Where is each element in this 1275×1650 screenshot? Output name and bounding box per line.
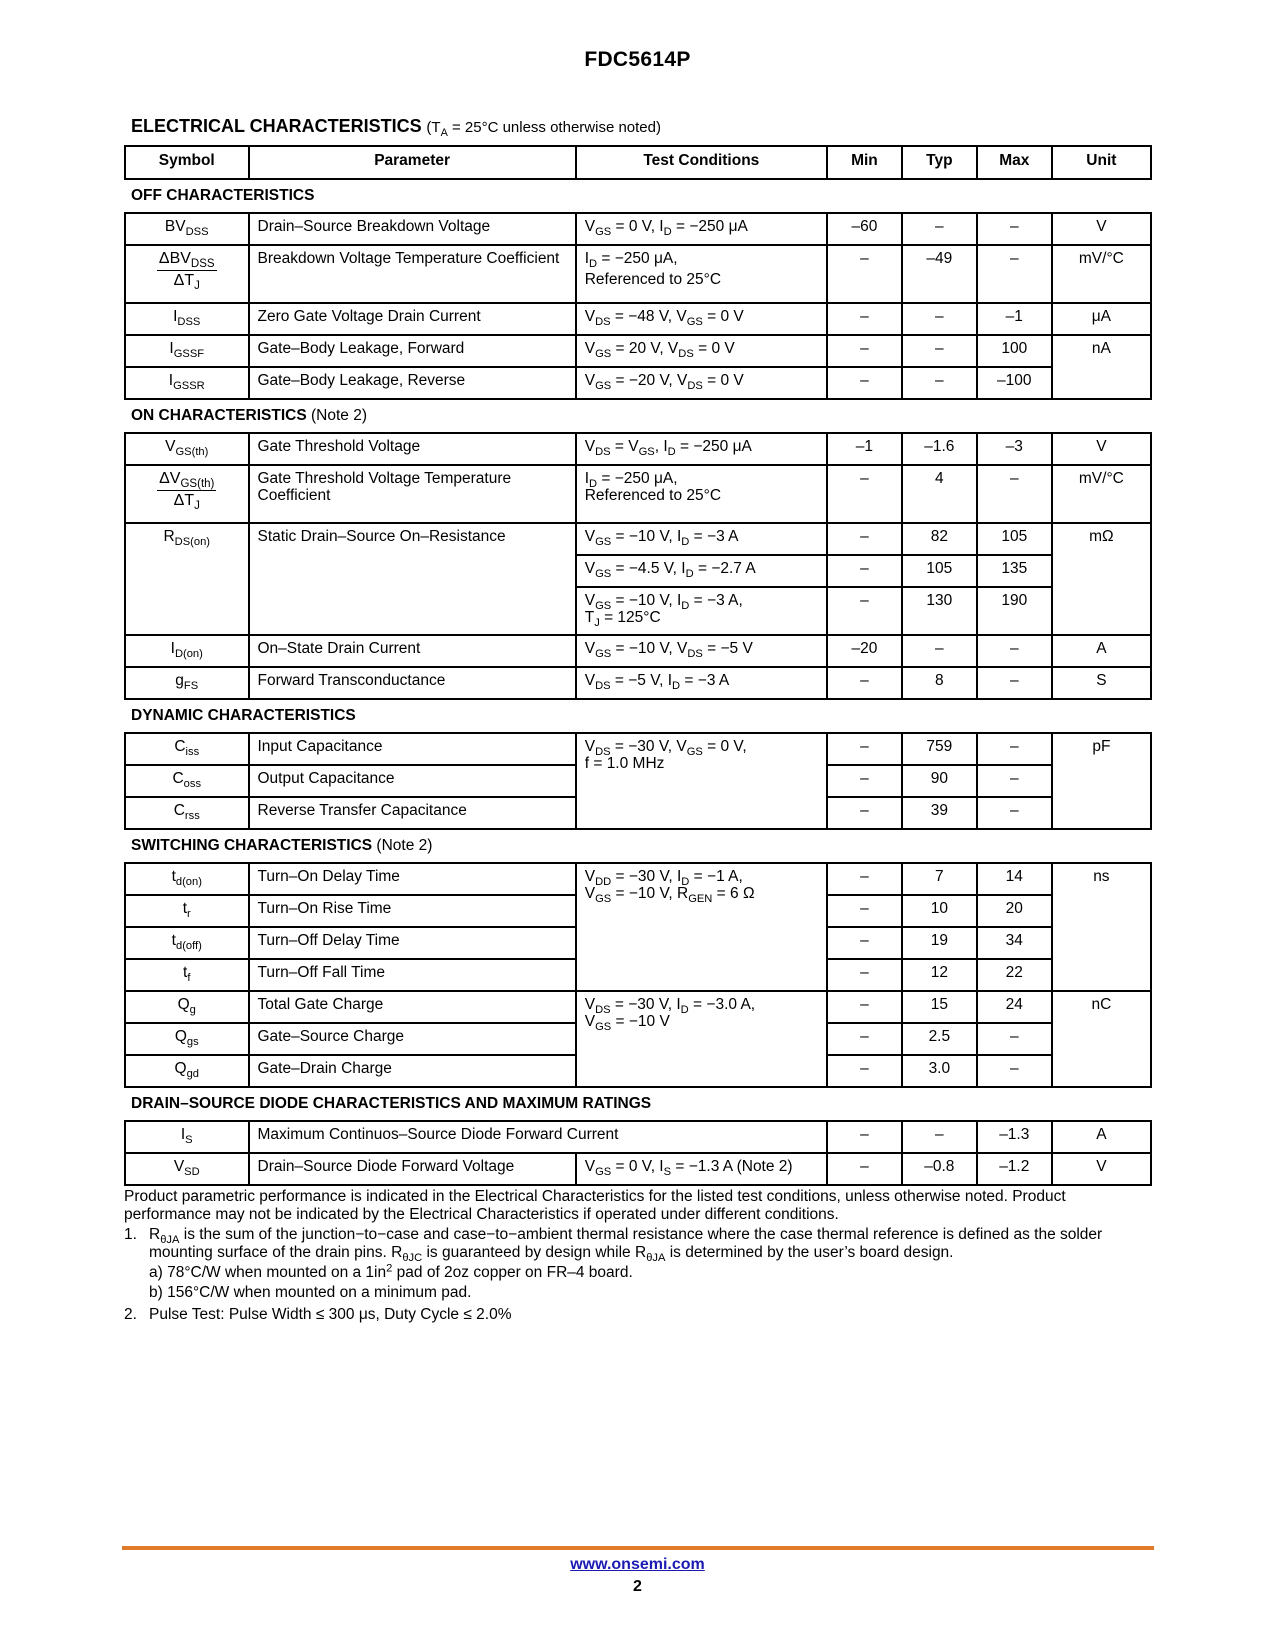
typ-cell: – xyxy=(902,335,977,367)
parameter-cell: Turn–Off Delay Time xyxy=(249,927,576,959)
condition-cell: $V_{DS} = -30$ V, $I_D = -3.0$ A, $V_{GS} = -10$ V xyxy=(576,991,827,1087)
typ-cell: 2.5 xyxy=(902,1023,977,1055)
parameter-cell: Turn–Off Fall Time xyxy=(249,959,576,991)
typ-cell: 105 xyxy=(902,555,977,587)
typ-cell: 759 xyxy=(902,733,977,765)
min-cell: – xyxy=(827,765,902,797)
table-row xyxy=(125,335,1151,367)
parameter-cell: Gate Threshold Voltage Temperature Coefficient xyxy=(249,465,576,523)
typ-cell: 90 xyxy=(902,765,977,797)
typ-cell: 4 xyxy=(902,465,977,523)
min-cell: – xyxy=(827,1153,902,1185)
max-cell: – xyxy=(977,213,1052,245)
table-row xyxy=(125,1153,1151,1185)
typ-cell: – xyxy=(902,1121,977,1153)
header-typ: Typ xyxy=(902,146,977,179)
symbol-cell: $C_{iss}$ xyxy=(125,733,249,765)
max-cell: 100 xyxy=(977,335,1052,367)
max-cell: – xyxy=(977,1055,1052,1087)
unit-cell: S xyxy=(1052,667,1151,699)
footer-url xyxy=(0,1556,1275,1574)
parameter-cell: Forward Transconductance xyxy=(249,667,576,699)
unit-cell: mV/°C xyxy=(1052,465,1151,523)
max-cell: – xyxy=(977,667,1052,699)
min-cell: –60 xyxy=(827,213,902,245)
unit-cell: μA xyxy=(1052,303,1151,335)
max-cell: 24 xyxy=(977,991,1052,1023)
symbol-cell: $C_{oss}$ xyxy=(125,765,249,797)
typ-cell: 7 xyxy=(902,863,977,895)
max-cell: – xyxy=(977,733,1052,765)
max-cell: – xyxy=(977,1023,1052,1055)
min-cell: – xyxy=(827,1121,902,1153)
page-title: FDC5614P xyxy=(584,48,691,71)
header-test-conditions: Test Conditions xyxy=(576,146,827,179)
table-row xyxy=(125,991,1151,1023)
footnote-intro: Product parametric performance is indicated in the Electrical Characteristics for the listed test conditions, unless otherwise noted. Product performance may not be indicated by the Electrical Characteristics if operated under different conditions. xyxy=(124,1188,1066,1223)
condition-cell: $V_{GS} = 0$ V, $I_D = -250$ μA xyxy=(576,213,827,245)
parameter-cell: Zero Gate Voltage Drain Current xyxy=(249,303,576,335)
unit-cell: V xyxy=(1052,1153,1151,1185)
table-row xyxy=(125,667,1151,699)
max-cell: –3 xyxy=(977,433,1052,465)
typ-cell: 39 xyxy=(902,797,977,829)
header-parameter: Parameter xyxy=(249,146,576,179)
condition-cell: $V_{GS} = 20$ V, $V_{DS} = 0$ V xyxy=(576,335,827,367)
condition-cell: $V_{GS} = 0$ V, $I_S = -1.3$ A (Note 2) xyxy=(576,1153,827,1185)
section-row-diode: DRAIN–SOURCE DIODE CHARACTERISTICS AND MAXIMUM RATINGS xyxy=(125,1087,1151,1121)
table-row xyxy=(125,213,1151,245)
section-row-on: ON CHARACTERISTICS (Note 2) xyxy=(125,399,1151,433)
typ-cell: 19 xyxy=(902,927,977,959)
parameter-cell: Total Gate Charge xyxy=(249,991,576,1023)
min-cell: – xyxy=(827,303,902,335)
min-cell: – xyxy=(827,863,902,895)
min-cell: – xyxy=(827,733,902,765)
table-row xyxy=(125,1121,1151,1153)
parameter-cell: Gate–Body Leakage, Forward xyxy=(249,335,576,367)
page-number: 2 xyxy=(633,1578,642,1595)
typ-cell: –0.8 xyxy=(902,1153,977,1185)
electrical-characteristics-table xyxy=(124,145,1152,1186)
symbol-cell: $t_r$ xyxy=(125,895,249,927)
symbol-cell: $V_{GS(th)}$ xyxy=(125,433,249,465)
unit-cell: nA xyxy=(1052,335,1151,399)
condition-cell: $V_{GS} = -4.5$ V, $I_D = -2.7$ A xyxy=(576,555,827,587)
min-cell: –1 xyxy=(827,433,902,465)
parameter-cell: Gate Threshold Voltage xyxy=(249,433,576,465)
symbol-cell: $V_{SD}$ xyxy=(125,1153,249,1185)
section-title: ELECTRICAL CHARACTERISTICS xyxy=(131,116,422,136)
typ-cell: –49 xyxy=(902,245,977,303)
unit-cell: pF xyxy=(1052,733,1151,829)
parameter-cell: Gate–Body Leakage, Reverse xyxy=(249,367,576,399)
max-cell: 22 xyxy=(977,959,1052,991)
min-cell: – xyxy=(827,991,902,1023)
parameter-cell: Gate–Drain Charge xyxy=(249,1055,576,1087)
min-cell: – xyxy=(827,927,902,959)
max-cell: – xyxy=(977,245,1052,303)
typ-cell: 82 xyxy=(902,523,977,555)
table-row xyxy=(125,465,1151,523)
typ-cell: 15 xyxy=(902,991,977,1023)
typ-cell: – xyxy=(902,635,977,667)
unit-cell: mV/°C xyxy=(1052,245,1151,303)
max-cell: –1.2 xyxy=(977,1153,1052,1185)
parameter-cell: Input Capacitance xyxy=(249,733,576,765)
parameter-cell: Reverse Transfer Capacitance xyxy=(249,797,576,829)
table-row xyxy=(125,245,1151,303)
section-row-off: OFF CHARACTERISTICS xyxy=(125,179,1151,213)
unit-cell: mΩ xyxy=(1052,523,1151,635)
symbol-cell: $g_{FS}$ xyxy=(125,667,249,699)
table-row xyxy=(125,863,1151,895)
parameter-cell: Turn–On Delay Time xyxy=(249,863,576,895)
max-cell: 105 xyxy=(977,523,1052,555)
condition-cell: $V_{GS} = -10$ V, $I_D = -3$ A, $T_J = 125^\circ C$ xyxy=(576,587,827,635)
section-note: ($T_A = 25^\circ C$ unless otherwise noted) xyxy=(426,119,661,139)
symbol-cell: $t_{d(on)}$ xyxy=(125,863,249,895)
min-cell: – xyxy=(827,245,902,303)
symbol-cell: $t_f$ xyxy=(125,959,249,991)
unit-cell: A xyxy=(1052,635,1151,667)
min-cell: – xyxy=(827,335,902,367)
condition-cell: $V_{GS} = -10$ V, $I_D = -3$ A xyxy=(576,523,827,555)
typ-cell: – xyxy=(902,367,977,399)
symbol-cell: $I_{GSSR}$ xyxy=(125,367,249,399)
typ-cell: 3.0 xyxy=(902,1055,977,1087)
table-row xyxy=(125,433,1151,465)
max-cell: – xyxy=(977,797,1052,829)
symbol-cell: $I_{GSSF}$ xyxy=(125,335,249,367)
symbol-cell: $I_S$ xyxy=(125,1121,249,1153)
min-cell: – xyxy=(827,523,902,555)
min-cell: – xyxy=(827,959,902,991)
table-row xyxy=(125,523,1151,555)
min-cell: – xyxy=(827,555,902,587)
min-cell: –20 xyxy=(827,635,902,667)
symbol-cell: $Q_g$ xyxy=(125,991,249,1023)
symbol-cell: $\frac{\Delta BV_{DSS}}{\Delta T_J}$ xyxy=(125,245,249,303)
footnote-1: 1. $R_{\theta JA}$ is the sum of the junction−to−case and case−to−ambient thermal resistance where the case thermal reference is defined as the solder mounting surface of the drain pins. $R_{\theta JC}$ is guaranteed by design while $R_{\theta JA}$ is determined by the user’s board design. a) 78°C/W when mounted on a $1in^2$ pad of 2oz copper on FR–4 board. b) 156°C/W when mounted on a minimum pad. xyxy=(124,1226,1103,1301)
max-cell: 135 xyxy=(977,555,1052,587)
typ-cell: –1.6 xyxy=(902,433,977,465)
typ-cell: 12 xyxy=(902,959,977,991)
typ-cell: 10 xyxy=(902,895,977,927)
section-row-dynamic: DYNAMIC CHARACTERISTICS xyxy=(125,699,1151,733)
unit-cell: nC xyxy=(1052,991,1151,1087)
parameter-cell: Drain–Source Breakdown Voltage xyxy=(249,213,576,245)
typ-cell: 8 xyxy=(902,667,977,699)
typ-cell: 130 xyxy=(902,587,977,635)
parameter-cell: Maximum Continuos–Source Diode Forward Current xyxy=(249,1121,827,1153)
table-row xyxy=(125,733,1151,765)
symbol-cell: $I_{D(on)}$ xyxy=(125,635,249,667)
parameter-cell: Static Drain–Source On–Resistance xyxy=(249,523,576,635)
parameter-cell: Turn–On Rise Time xyxy=(249,895,576,927)
table-row xyxy=(125,367,1151,399)
footnotes xyxy=(124,1188,1154,1324)
symbol-cell: $Q_{gd}$ xyxy=(125,1055,249,1087)
header-min: Min xyxy=(827,146,902,179)
max-cell: –1.3 xyxy=(977,1121,1052,1153)
unit-cell: V xyxy=(1052,213,1151,245)
condition-cell: $V_{DS} = -5$ V, $I_D = -3$ A xyxy=(576,667,827,699)
header-max: Max xyxy=(977,146,1052,179)
unit-cell: ns xyxy=(1052,863,1151,991)
symbol-cell: $t_{d(off)}$ xyxy=(125,927,249,959)
condition-cell: $V_{DD} = -30$ V, $I_D = -1$ A, $V_{GS} = -10$ V, $R_{GEN} = 6$ Ω xyxy=(576,863,827,991)
parameter-cell: Gate–Source Charge xyxy=(249,1023,576,1055)
min-cell: – xyxy=(827,1055,902,1087)
section-row-switching: SWITCHING CHARACTERISTICS (Note 2) xyxy=(125,829,1151,863)
symbol-cell: $BV_{DSS}$ xyxy=(125,213,249,245)
section-heading xyxy=(131,116,661,137)
parameter-cell: Breakdown Voltage Temperature Coefficient xyxy=(249,245,576,303)
unit-cell: A xyxy=(1052,1121,1151,1153)
min-cell: – xyxy=(827,465,902,523)
max-cell: 190 xyxy=(977,587,1052,635)
min-cell: – xyxy=(827,1023,902,1055)
condition-cell: $V_{DS} = V_{GS}$, $I_D = -250$ μA xyxy=(576,433,827,465)
typ-cell: – xyxy=(902,213,977,245)
symbol-cell: $I_{DSS}$ xyxy=(125,303,249,335)
website-link[interactable]: www.onsemi.com xyxy=(570,1556,705,1573)
typ-cell: – xyxy=(902,303,977,335)
table-row xyxy=(125,303,1151,335)
min-cell: – xyxy=(827,587,902,635)
parameter-cell: On–State Drain Current xyxy=(249,635,576,667)
footer-divider xyxy=(122,1546,1154,1550)
unit-cell: V xyxy=(1052,433,1151,465)
symbol-cell: $R_{DS(on)}$ xyxy=(125,523,249,635)
parameter-cell: Drain–Source Diode Forward Voltage xyxy=(249,1153,576,1185)
max-cell: – xyxy=(977,635,1052,667)
max-cell: – xyxy=(977,765,1052,797)
header-symbol: Symbol xyxy=(125,146,249,179)
table-row xyxy=(125,635,1151,667)
footnote-2: 2. Pulse Test: Pulse Width ≤ 300 μs, Duty Cycle ≤ 2.0% xyxy=(124,1306,512,1323)
max-cell: – xyxy=(977,465,1052,523)
header-unit: Unit xyxy=(1052,146,1151,179)
condition-cell: $I_D = -250$ μA, Referenced to 25°C xyxy=(576,465,827,523)
max-cell: –100 xyxy=(977,367,1052,399)
condition-cell: $I_D = -250$ μA, Referenced to 25°C xyxy=(576,245,827,303)
table-header-row xyxy=(125,146,1151,179)
min-cell: – xyxy=(827,667,902,699)
max-cell: 34 xyxy=(977,927,1052,959)
condition-cell: $V_{DS} = -48$ V, $V_{GS} = 0$ V xyxy=(576,303,827,335)
condition-cell: $V_{GS} = -20$ V, $V_{DS} = 0$ V xyxy=(576,367,827,399)
min-cell: – xyxy=(827,797,902,829)
parameter-cell: Output Capacitance xyxy=(249,765,576,797)
max-cell: –1 xyxy=(977,303,1052,335)
max-cell: 20 xyxy=(977,895,1052,927)
max-cell: 14 xyxy=(977,863,1052,895)
symbol-cell: $\frac{\Delta V_{GS(th)}}{\Delta T_J}$ xyxy=(125,465,249,523)
condition-cell: $V_{GS} = -10$ V, $V_{DS} = -5$ V xyxy=(576,635,827,667)
min-cell: – xyxy=(827,895,902,927)
symbol-cell: $Q_{gs}$ xyxy=(125,1023,249,1055)
symbol-cell: $C_{rss}$ xyxy=(125,797,249,829)
condition-cell: $V_{DS} = -30$ V, $V_{GS} = 0$ V, f = 1.0 MHz xyxy=(576,733,827,829)
min-cell: – xyxy=(827,367,902,399)
